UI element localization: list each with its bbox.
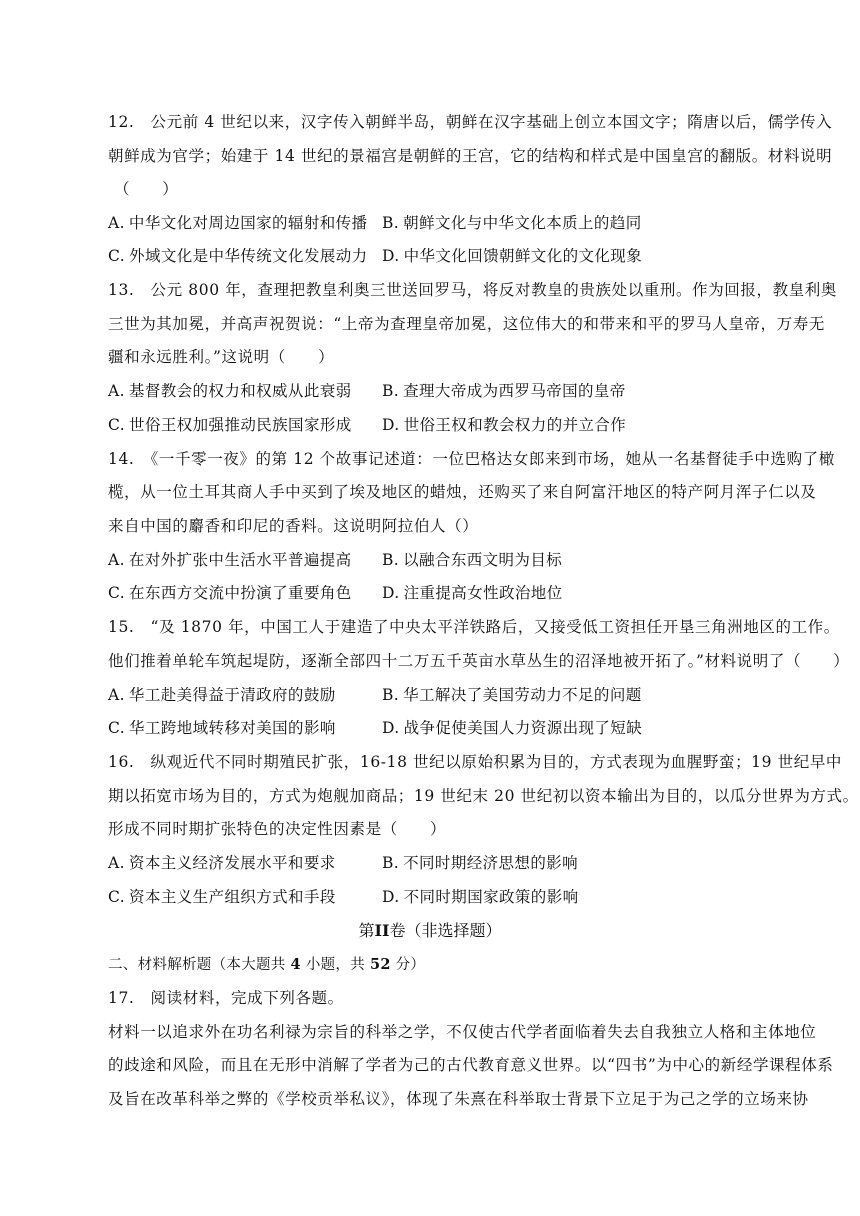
q16-line-1: 16. 纵观近代不同时期殖民扩张，16-18 世纪以原始积累为目的，方式表现为血腥野蛮；19 世纪早中 <box>108 753 843 771</box>
q13-option-c: C. 世俗王权加强推动民族国家形成 <box>108 416 352 434</box>
q13-line-1: 13. 公元 800 年，查理把教皇利奥三世送回罗马，将反对教皇的贵族处以重刑。作为回报，教皇利奥 <box>108 281 837 299</box>
q12-option-d: D. 中华文化回馈朝鲜文化的文化现象 <box>382 247 643 265</box>
q12-option-c-text: 外域文化是中华传统文化发展动力 <box>129 247 368 265</box>
q12-option-c: C. 外域文化是中华传统文化发展动力 <box>108 247 368 265</box>
q14-option-b: B. 以融合东西文明为目标 <box>382 551 563 569</box>
q16-option-b: B. 不同时期经济思想的影响 <box>382 854 579 872</box>
q15-option-c-text: 华工跨地域转移对美国的影响 <box>129 719 336 737</box>
q14-line-3: 来自中国的麝香和印尼的香料。这说明阿拉伯人（） <box>108 517 479 535</box>
q16-option-a-text: 资本主义经济发展水平和要求 <box>128 854 336 872</box>
q14-option-d-text: 注重提高女性政治地位 <box>403 584 563 602</box>
q17-stem: 17. 阅读材料，完成下列各题。 <box>108 989 344 1007</box>
q17-material-line-1: 材料一以追求外在功名利禄为宗旨的科举之学，不仅使古代学者面临着失去自我独立人格和主体地位 <box>108 1023 817 1041</box>
q12-option-a: A. 中华文化对周边国家的辐射和传播 <box>108 214 368 232</box>
q16-option-d-text: 不同时期国家政策的影响 <box>403 888 579 906</box>
q12-option-d-text: 中华文化回馈朝鲜文化的文化现象 <box>403 247 643 265</box>
section-title-post: 卷（非选择题） <box>389 921 502 940</box>
section-title <box>0 920 860 942</box>
q14-line-2: 榄，从一位土耳其商人手中买到了埃及地区的蜡烛，还购买了来自阿富汗地区的特产阿月浑子仁以及 <box>108 483 817 501</box>
q13-option-d: D. 世俗王权和教会权力的并立合作 <box>382 416 627 434</box>
q12-line-3: （ ） <box>114 180 179 198</box>
q13-option-d-text: 世俗王权和教会权力的并立合作 <box>403 416 627 434</box>
q13-option-b: B. 查理大帝成为西罗马帝国的皇帝 <box>382 382 626 400</box>
q17-material-line-2: 的歧途和风险，而且在无形中消解了学者为己的古代教育意义世界。以“四书”为中心的新经学课程体系 <box>108 1056 834 1074</box>
q16-option-d: D. 不同时期国家政策的影响 <box>382 888 579 906</box>
q13-option-a-text: 基督教会的权力和权威从此衰弱 <box>128 382 352 400</box>
q12-line-2: 朝鲜成为官学；始建于 14 世纪的景福宫是朝鲜的王宫，它的结构和样式是中国皇宫的翻版。材料说明 <box>108 147 833 165</box>
q15-option-b-text: 华工解决了美国劳动力不足的问题 <box>403 686 642 704</box>
q14-line-1: 14. 《一千零一夜》的第 12 个故事记述道：一位巴格达女郎来到市场，她从一名基督徒手中选购了橄 <box>108 450 835 468</box>
q16-option-b-text: 不同时期经济思想的影响 <box>403 854 579 872</box>
q13-option-b-text: 查理大帝成为西罗马帝国的皇帝 <box>403 382 626 400</box>
q15-option-b: B. 华工解决了美国劳动力不足的问题 <box>382 686 642 704</box>
part-two-post: 分） <box>390 957 426 973</box>
q15-option-d-text: 战争促使美国人力资源出现了短缺 <box>403 719 643 737</box>
q15-option-c: C. 华工跨地域转移对美国的影响 <box>108 719 336 737</box>
q12-option-b: B. 朝鲜文化与中华文化本质上的趋同 <box>382 214 642 232</box>
q16-option-c: C. 资本主义生产组织方式和手段 <box>108 888 336 906</box>
q14-option-a-text: 在对外扩张中生活水平普遍提高 <box>128 551 352 569</box>
q12-option-a-text: 中华文化对周边国家的辐射和传播 <box>128 214 368 232</box>
q13-option-c-text: 世俗王权加强推动民族国家形成 <box>129 416 352 434</box>
section-title-pre: 第 <box>358 921 375 940</box>
q16-line-3: 形成不同时期扩张特色的决定性因素是（ ） <box>108 820 447 838</box>
q15-option-a: A. 华工赴美得益于清政府的鼓励 <box>108 686 336 704</box>
q13-line-3: 疆和永远胜利。”这说明（ ） <box>108 348 335 366</box>
q15-line-2: 他们推着单轮车筑起堤防，逐渐全部四十二万五千英亩水草丛生的沼泽地被开拓了。”材料说明了（ ） <box>108 652 850 670</box>
part-two-mid: 小题，共 <box>300 957 370 973</box>
section-title-volume: II <box>374 921 390 940</box>
q13-option-a: A. 基督教会的权力和权威从此衰弱 <box>108 382 352 400</box>
q16-line-2: 期以拓宽市场为目的，方式为炮舰加商品；19 世纪末 20 世纪初以资本输出为目的，以瓜分世界为方式。 <box>108 787 859 805</box>
q13-line-2: 三世为其加冕，并高声祝贺说：“上帝为查理皇帝加冕，这位伟大的和带来和平的罗马人皇帝，万寿无 <box>108 315 825 333</box>
q12-option-b-text: 朝鲜文化与中华文化本质上的趋同 <box>403 214 642 232</box>
q12-line-1: 12. 公元前 4 世纪以来，汉字传入朝鲜半岛，朝鲜在汉字基础上创立本国文字；隋唐以后，儒学传入 <box>108 113 833 131</box>
q14-option-c: C. 在东西方交流中扮演了重要角色 <box>108 584 352 602</box>
q14-option-b-text: 以融合东西文明为目标 <box>403 551 563 569</box>
q16-option-a: A. 资本主义经济发展水平和要求 <box>108 854 336 872</box>
q14-option-a: A. 在对外扩张中生活水平普遍提高 <box>108 551 352 569</box>
part-two-score: 52 <box>369 956 391 973</box>
q14-option-d: D. 注重提高女性政治地位 <box>382 584 563 602</box>
q17-material-line-3: 及旨在改革科举之弊的《学校贡举私议》，体现了朱熹在科举取士背景下立足于为己之学的立场来协 <box>108 1090 809 1108</box>
q15-line-1: 15. “及 1870 年，中国工人于建造了中央太平洋铁路后，又接受低工资担任开垦三角洲地区的工作。 <box>108 618 840 636</box>
part-two-count: 4 <box>290 956 301 973</box>
q16-option-c-text: 资本主义生产组织方式和手段 <box>129 888 336 906</box>
q15-option-a-text: 华工赴美得益于清政府的鼓励 <box>128 686 336 704</box>
q15-option-d: D. 战争促使美国人力资源出现了短缺 <box>382 719 643 737</box>
q14-option-c-text: 在东西方交流中扮演了重要角色 <box>129 584 352 602</box>
part-two-pre: 二、材料解析题（本大题共 <box>108 957 291 973</box>
part-two-heading <box>108 954 798 976</box>
